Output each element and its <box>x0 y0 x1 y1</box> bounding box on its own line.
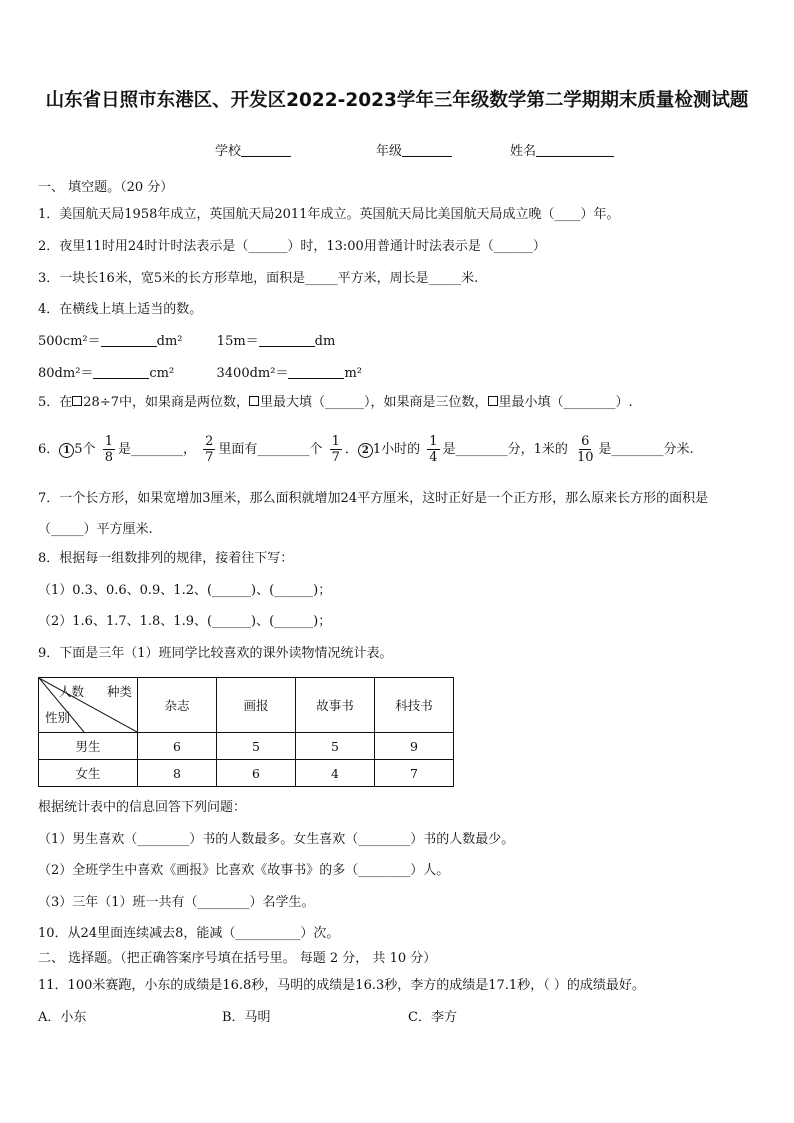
q4-item-c-unit: cm² <box>149 366 175 381</box>
table-cell: 6 <box>138 733 217 760</box>
table-header-cell: 科技书 <box>375 678 454 733</box>
table-header-cell: 故事书 <box>296 678 375 733</box>
circled-number-2-icon: 2 <box>358 443 373 458</box>
q4-item-b-lhs: 15m＝ <box>216 334 259 349</box>
question-5 <box>38 394 633 412</box>
q6-text-1: 5个 <box>74 442 96 457</box>
table-row-label: 女生 <box>39 760 138 787</box>
corner-label-kind: 种类 <box>107 684 133 699</box>
question-4-row-2 <box>38 364 362 383</box>
q5-text-3: 里最大填（______），如果商是三位数， <box>260 395 488 410</box>
name-label: 姓名 <box>510 144 537 159</box>
table-header-cell: 画报 <box>217 678 296 733</box>
question-9-part-1: （1）男生喜欢（________）书的人数最多。女生喜欢（________）书的人数最少。 <box>38 832 515 847</box>
fraction-1-8: $\frac{1}{8}$ <box>104 434 113 465</box>
table-cell: 7 <box>375 760 454 787</box>
table-cell: 5 <box>217 733 296 760</box>
question-4: 4．在横线上填上适当的数。 <box>38 302 203 317</box>
circled-number-1-icon: 1 <box>59 443 74 458</box>
question-9: 9．下面是三年（1）班同学比较喜欢的课外读物情况统计表。 <box>38 646 393 661</box>
corner-label-gender: 性别 <box>45 710 71 725</box>
q5-text-4: 里最小填（________）. <box>498 395 633 410</box>
question-9-part-3: （3）三年（1）班一共有（________）名学生。 <box>38 895 315 910</box>
q4-item-d-lhs: 3400dm²＝ <box>216 366 289 381</box>
reading-stats-table <box>38 677 454 787</box>
section-2-heading: 二、 选择题。（把正确答案序号填在括号里。 每题 2 分， 共 10 分） <box>38 951 437 966</box>
question-3: 3．一块长16米，宽5米的长方形草地，面积是_____平方米，周长是_____米. <box>38 271 479 286</box>
q5-text-1: 5．在 <box>38 395 73 410</box>
box-icon <box>72 396 82 406</box>
table-cell: 6 <box>217 760 296 787</box>
table-cell: 4 <box>296 760 375 787</box>
question-8-part-1: （1）0.3、0.6、0.9、1.2、(______)、(______)； <box>38 583 332 598</box>
table-row <box>39 733 454 760</box>
q6-text-6: 是________分，1米的 <box>442 442 568 457</box>
q4-blank-a[interactable] <box>101 332 157 347</box>
question-6 <box>38 430 694 470</box>
school-label: 学校 <box>215 144 242 159</box>
q11-option-c[interactable]: C．李方 <box>408 1010 457 1025</box>
grade-label: 年级 <box>376 144 403 159</box>
q6-text-5: 1小时的 <box>372 442 421 457</box>
q4-item-d-unit: m² <box>344 366 363 381</box>
q4-item-a-unit: dm² <box>156 334 183 349</box>
name-blank[interactable] <box>536 142 614 157</box>
corner-label-people: 人数 <box>59 684 85 699</box>
table-header-row <box>39 678 454 733</box>
fraction-1-4: $\frac{1}{4}$ <box>429 434 438 465</box>
q4-blank-d[interactable] <box>288 364 344 379</box>
grade-field <box>376 140 452 159</box>
name-field <box>510 140 614 159</box>
question-9-intro: 根据统计表中的信息回答下列问题： <box>38 800 247 815</box>
grade-blank[interactable] <box>402 142 452 157</box>
school-field <box>215 140 291 159</box>
table-cell: 5 <box>296 733 375 760</box>
table-cell: 8 <box>138 760 217 787</box>
q6-text-7: 是________分米. <box>598 442 694 457</box>
q4-item-a-lhs: 500cm²＝ <box>38 334 101 349</box>
q11-option-a[interactable]: A．小东 <box>38 1010 87 1025</box>
q6-number: 6． <box>38 442 60 457</box>
fraction-6-10: $\frac{6}{10}$ <box>577 434 594 465</box>
q4-item-b-unit: dm <box>314 334 336 349</box>
question-7: 7．一个长方形，如果宽增加3厘米，那么面积就增加24平方厘米，这时正好是一个正方形，那么原来长方形的面积是（_____）平方厘米. <box>38 491 709 537</box>
table-corner-cell <box>39 678 138 733</box>
q4-blank-c[interactable] <box>93 364 149 379</box>
section-1-heading: 一、 填空题。（20 分） <box>38 180 174 195</box>
question-9-part-2: （2）全班学生中喜欢《画报》比喜欢《故事书》的多（________）人。 <box>38 863 450 878</box>
question-2: 2．夜里11时用24时计时法表示是（______）时，13:00用普通计时法表示是（______） <box>38 239 546 254</box>
question-8: 8．根据每一组数排列的规律，接着往下写： <box>38 551 294 566</box>
box-icon <box>488 396 498 406</box>
fraction-1-7: $\frac{1}{7}$ <box>331 434 340 465</box>
q5-text-2: 28÷7中，如果商是两位数， <box>83 395 249 410</box>
question-1: 1．美国航天局1958年成立，英国航天局2011年成立。英国航天局比美国航天局成立晚（____）年。 <box>38 207 620 222</box>
question-4-row-1 <box>38 332 335 351</box>
box-icon <box>249 396 259 406</box>
table-row-label: 男生 <box>39 733 138 760</box>
q6-text-2: 是________， <box>117 442 196 457</box>
q4-blank-b[interactable] <box>259 332 315 347</box>
table-cell: 9 <box>375 733 454 760</box>
page-title: 山东省日照市东港区、开发区2022-2023学年三年级数学第二学期期末质量检测试题 <box>45 90 749 111</box>
table-row <box>39 760 454 787</box>
fraction-2-7: $\frac{2}{7}$ <box>205 434 214 465</box>
q6-text-3: 里面有________个 <box>218 442 323 457</box>
school-blank[interactable] <box>241 142 291 157</box>
q4-item-c-lhs: 80dm²＝ <box>38 366 94 381</box>
question-11: 11．100米赛跑，小东的成绩是16.8秒，马明的成绩是16.3秒，李方的成绩是17.1秒，（ ）的成绩最好。 <box>38 978 645 993</box>
q11-option-b[interactable]: B．马明 <box>222 1010 271 1025</box>
table-header-cell: 杂志 <box>138 678 217 733</box>
q6-text-4: ． <box>344 442 358 457</box>
question-10: 10．从24里面连续减去8，能减（__________）次。 <box>38 926 340 941</box>
question-8-part-2: （2）1.6、1.7、1.8、1.9、(______)、(______)； <box>38 614 332 629</box>
